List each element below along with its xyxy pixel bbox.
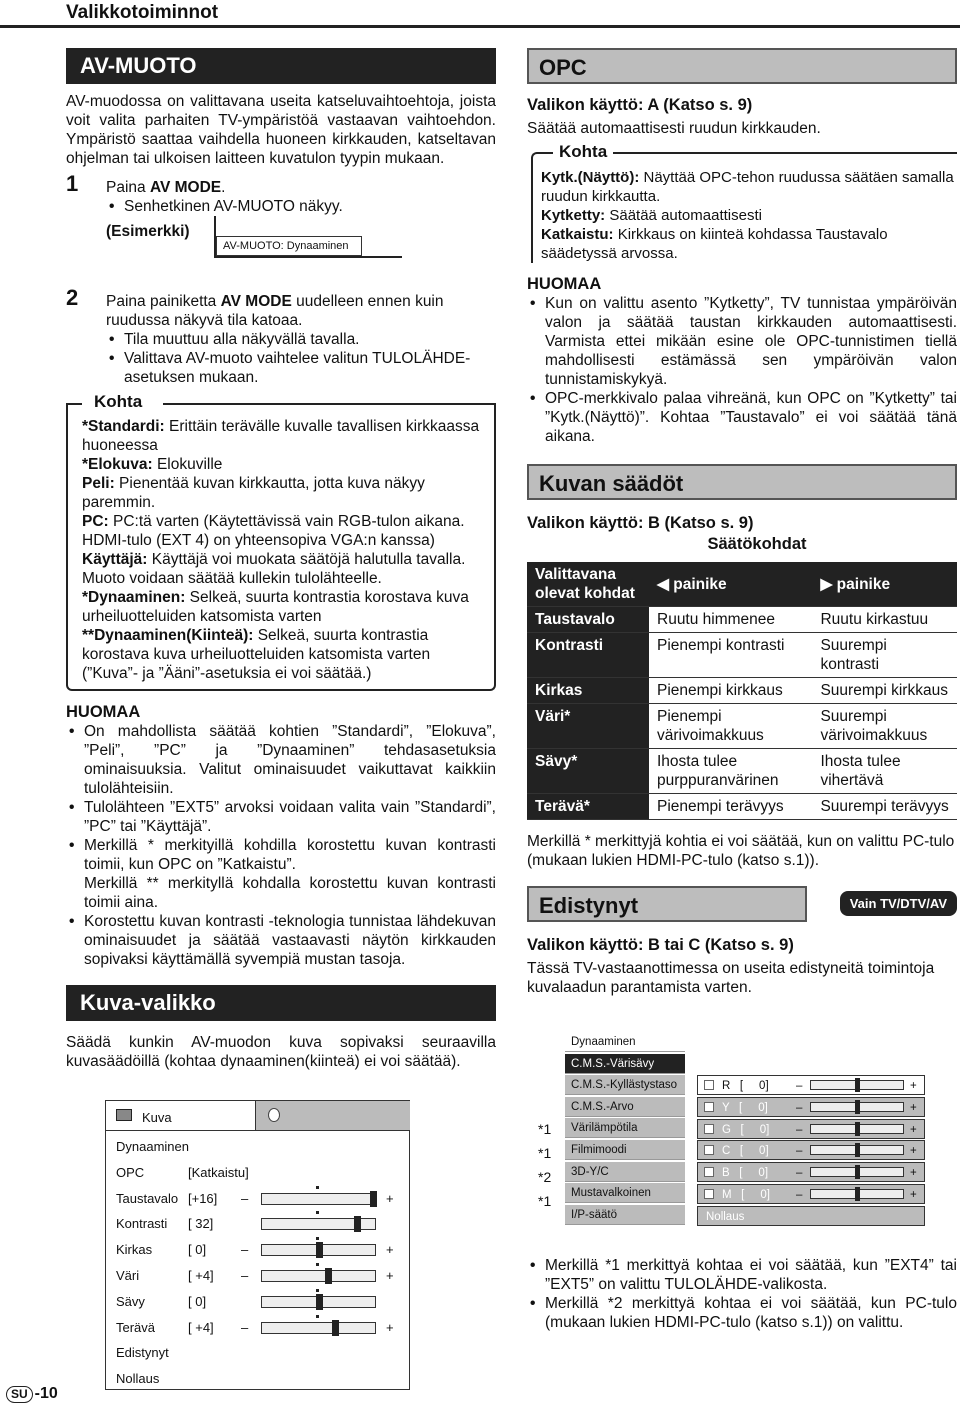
kohta-item (82, 417, 486, 455)
step-bullet: • Senhetkinen AV-MUOTO näkyy. (106, 197, 343, 216)
plus-sign: + (910, 1123, 917, 1136)
opc-item (541, 206, 957, 225)
minus-sign: – (796, 1189, 803, 1201)
menu-row-value: [ +4] (188, 1319, 214, 1335)
step-number: 1 (66, 171, 79, 196)
page-header-title: Valikkotoiminnot (66, 2, 219, 23)
table-row (527, 607, 957, 633)
table-cell: Kirkas (527, 678, 649, 704)
plus-sign: + (910, 1101, 917, 1114)
kohta-value: Käyttäjä voi muokata säätöjä halutulla tavalla. Muoto voidaan säätää kullekin tulolähteelle. (82, 551, 466, 587)
slider-knob (354, 1216, 361, 1232)
kohta-item (82, 455, 486, 474)
footnote-mark: *1 (538, 1193, 552, 1209)
cms-slider (810, 1102, 904, 1112)
opc-value: Säätää automaattisesti (605, 207, 762, 224)
kohta-item (82, 512, 486, 550)
av-muoto-heading: AV-MUOTO (66, 48, 496, 84)
kohta-value: Erittäin terävälle kuvalle tavallisen kirkkaassa huoneessa (82, 418, 480, 454)
kohta-title: Kohta (86, 392, 150, 411)
opc-heading: OPC (527, 48, 957, 84)
saadot-note: Merkillä * merkittyjä kohtia ei voi säätää, kun on valittu PC-tulo (mukaan lukien HDMI-PC-tulo (katso s.1)). (527, 833, 955, 869)
minus-sign: – (796, 1123, 803, 1136)
cms-slider (810, 1145, 904, 1155)
step-text: Paina (106, 179, 150, 196)
left-column (66, 48, 496, 1071)
minus-sign: – (796, 1145, 803, 1158)
cms-row-label: G [ 0] (722, 1123, 770, 1136)
note-title: HUOMAA (66, 703, 141, 721)
step-text-end: . (221, 179, 226, 196)
edist-usage: Valikon käyttö: B tai C (Katso s. 9) (527, 936, 794, 954)
kohta-value: Selkeä, suurta kontrastia korostava kuva urheiluotteluiden katsomista varten (”Kuva”- ja ”Ääni”-asetuksia ei voi säätää.) (82, 627, 431, 682)
edist-desc: Tässä TV-vastaanottimessa on useita edistyneitä toimintoja kuvalaadun parantamista varten. (527, 960, 935, 996)
edist-menu-item[interactable]: 3D-Y/C (565, 1162, 685, 1182)
table-cell: Pienempi kontrasti (649, 633, 812, 678)
cms-slider (810, 1124, 904, 1134)
slider-center-mark (316, 1186, 319, 1189)
kohta-key: *Elokuva: (82, 456, 153, 473)
slider-center-mark (316, 1315, 319, 1318)
opc-key: Kytk.(Näyttö): (541, 169, 640, 186)
table-header-cell: ▶ painike (812, 562, 957, 607)
kohta-value: Elokuville (152, 456, 223, 473)
slider-center-mark (316, 1289, 319, 1292)
saadot-table-title: Säätökohdat (707, 535, 807, 553)
slider-knob (855, 1100, 860, 1114)
plus-sign: + (386, 1190, 394, 1206)
menu-row-label[interactable]: Terävä (116, 1319, 156, 1335)
kohta-item (82, 626, 486, 683)
page-footer (6, 1384, 58, 1403)
cms-row-label: M [ 0] (722, 1189, 770, 1201)
cms-slider (810, 1167, 904, 1177)
table-cell: Ihosta tulee vihertävä (812, 749, 957, 794)
table-row (527, 678, 957, 704)
edist-menu-item[interactable]: Mustavalkoinen (565, 1183, 685, 1203)
table-header-cell: Valittavana olevat kohdat (527, 562, 649, 607)
slider-center-mark (316, 1237, 319, 1240)
menu-row-value: [Katkaistu] (188, 1164, 249, 1180)
opc-kohta-title: Kohta (553, 142, 613, 161)
picture-icon (116, 1109, 132, 1121)
av-mode-key: AV MODE (149, 179, 222, 196)
opc-kohta-box (531, 142, 957, 263)
value-slider[interactable] (261, 1218, 376, 1230)
kohta-box (66, 392, 496, 691)
menu-row-value: [ +4] (188, 1268, 214, 1283)
color-swatch (704, 1102, 714, 1112)
value-slider[interactable] (261, 1296, 376, 1308)
cms-reset-row[interactable]: Nollaus (697, 1206, 925, 1226)
table-cell: Suurempi kontrasti (812, 633, 957, 678)
kohta-key: *Standardi: (82, 418, 165, 435)
step-text: Paina painiketta (106, 293, 221, 310)
kohta-value: PC:tä varten (Käytettävissä vain RGB-tulon aikana. HDMI-tulo (EXT 4) on yhteensopiva VGA:n kanssa) (82, 513, 465, 549)
color-swatch (704, 1080, 714, 1090)
kohta-item (82, 550, 486, 588)
opc-value: Näyttää OPC-tehon ruudussa säätäen samalla ruudun kirkkautta. (541, 169, 954, 205)
table-cell: Sävy* (527, 749, 649, 794)
edist-menu-item[interactable]: C.M.S.-Kyllästystaso (565, 1075, 685, 1095)
speaker-icon (268, 1108, 280, 1122)
table-row (527, 749, 957, 794)
menu-row-label[interactable]: Kontrasti (116, 1216, 168, 1232)
kohta-item (82, 588, 486, 626)
opc-usage: Valikon käyttö: A (Katso s. 9) (527, 96, 753, 114)
plus-sign: + (386, 1268, 394, 1283)
slider-knob (316, 1294, 323, 1310)
opc-note-title: HUOMAA (527, 275, 602, 293)
note-item: • On mahdollista säätää kohtien ”Standardi”, ”Elokuva”, ”Peli”, ”PC” ja ”Dynaaminen” tehdasasetuksia ominaisuuksia. Valitut ominaisuudet vaikuttavat kaikkiin tulolähteisiin. (66, 722, 496, 798)
table-cell: Pienempi terävyys (649, 794, 812, 820)
edist-menu-item[interactable]: Dynaaminen (565, 1032, 685, 1052)
color-swatch (704, 1167, 714, 1177)
kuvan-saadot-heading: Kuvan säädöt (527, 464, 957, 500)
table-cell: Taustavalo (527, 607, 649, 633)
slider-center-mark (316, 1263, 319, 1266)
menu-row-value: [ 32] (188, 1216, 214, 1232)
cms-row[interactable] (697, 1075, 925, 1095)
color-swatch (704, 1124, 714, 1134)
edist-menu-item[interactable]: C.M.S.-Arvo (565, 1097, 685, 1117)
menu-row-label[interactable]: Dynaaminen (116, 1139, 189, 1154)
kohta-key: PC: (82, 513, 109, 530)
menu-row-label[interactable]: OPC (116, 1164, 145, 1180)
input-badge: Vain TV/DTV/AV (840, 891, 957, 916)
edistynyt-heading: Edistynyt (527, 886, 807, 922)
plus-sign: + (386, 1319, 394, 1335)
step-2 (66, 285, 496, 387)
table-cell: Terävä* (527, 794, 649, 820)
saadot-table (527, 562, 957, 820)
table-cell: Ruutu himmenee (649, 607, 812, 633)
footnote-mark: *1 (538, 1145, 552, 1161)
edist-notes (527, 1256, 957, 1332)
edist-menu (565, 1032, 693, 1232)
cms-row-label: C [ 0] (722, 1145, 769, 1158)
kohta-key: *Dynaaminen: (82, 589, 186, 606)
region-badge: SU (6, 1386, 33, 1403)
cms-row[interactable] (697, 1184, 925, 1204)
table-cell: Väri* (527, 704, 649, 749)
menu-row-value: [+16] (188, 1190, 218, 1206)
value-slider[interactable] (261, 1322, 376, 1334)
plus-sign: + (910, 1145, 917, 1158)
right-column (527, 48, 957, 997)
minus-sign: – (796, 1080, 803, 1092)
kohta-key: Käyttäjä: (82, 551, 148, 568)
step-number: 2 (66, 285, 79, 310)
table-cell: Suurempi värivoimakkuus (812, 704, 957, 749)
kohta-item (82, 474, 486, 512)
kuva-menu (105, 1100, 410, 1390)
cms-row-label: R [ 0] (722, 1080, 769, 1092)
kohta-value: Selkeä, suurta kontrastia korostava kuva urheiluotteluiden katsomista varten (82, 589, 469, 625)
note-item: • Korostettu kuvan kontrasti -teknologia tunnistaa lähdekuvan ominaisuudet ja säätää vastaavasti näytön kirkkauden sopivaksi käyttämällä syvempiä mustan tasoja. (66, 912, 496, 969)
av-mode-key: AV MODE (220, 293, 292, 310)
minus-sign: – (241, 1319, 249, 1335)
slider-knob (855, 1165, 860, 1179)
edist-menu-item[interactable]: I/P-säätö (565, 1205, 685, 1225)
opc-value: Kirkkaus on kiinteä kohdassa Taustavalo säädetyssä arvossa. (541, 226, 888, 262)
slider-knob (332, 1320, 339, 1336)
cms-row-label: B [ 0] (722, 1167, 769, 1180)
menu-row-label[interactable]: Kirkas (116, 1242, 153, 1258)
table-header-row (527, 562, 957, 607)
cms-row[interactable] (697, 1162, 925, 1182)
menu-row-label[interactable]: Taustavalo (116, 1190, 179, 1206)
table-cell: Pienempi kirkkaus (649, 678, 812, 704)
edistynyt-header (527, 886, 957, 924)
cms-row[interactable] (697, 1119, 925, 1139)
kohta-value: Pienentää kuvan kirkkautta, jotta kuva näkyy paremmin. (82, 475, 425, 511)
minus-sign: – (241, 1242, 249, 1258)
table-cell: Pienempi värivoimakkuus (649, 704, 812, 749)
cms-row[interactable] (697, 1140, 925, 1160)
edist-menu-item[interactable]: Värilämpötila (565, 1118, 685, 1138)
menu-row-label[interactable]: Nollaus (116, 1371, 160, 1387)
slider-knob (855, 1122, 860, 1136)
footnote-mark: *1 (538, 1121, 552, 1137)
cms-panel (697, 1075, 927, 1225)
color-swatch (704, 1145, 714, 1155)
table-cell: Kontrasti (527, 633, 649, 678)
cms-row-label: Y [ 0] (722, 1101, 768, 1114)
opc-key: Katkaistu: (541, 226, 614, 243)
table-cell: Ruutu kirkastuu (812, 607, 957, 633)
kuva-tab[interactable] (106, 1101, 256, 1131)
cms-slider (810, 1189, 904, 1199)
osd-banner: AV-MUOTO: Dynaaminen (216, 236, 362, 256)
slider-knob (855, 1078, 860, 1092)
minus-sign: – (796, 1167, 803, 1180)
audio-tab[interactable] (256, 1101, 410, 1131)
table-cell: Suurempi terävyys (812, 794, 957, 820)
table-row (527, 704, 957, 749)
slider-knob (855, 1187, 860, 1201)
plus-sign: + (386, 1242, 394, 1258)
step-text-end: uudelleen ennen kuin ruudussa näkyvä tila katoaa. (106, 293, 444, 329)
page-number: -10 (34, 1385, 58, 1402)
slider-knob (316, 1242, 323, 1258)
kohta-key: **Dynaaminen(Kiinteä): (82, 627, 254, 644)
slider-knob (370, 1191, 377, 1207)
note-item: • OPC-merkkivalo palaa vihreänä, kun OPC on ”Kytketty” tai ”Kytk.(Näyttö)”. Kohtaa ”Taustavalo” ei voi säätää tänä aikana. (527, 389, 957, 446)
footnote-mark: *2 (538, 1169, 552, 1185)
opc-key: Kytketty: (541, 207, 606, 224)
example-label: (Esimerkki) (106, 223, 190, 240)
cms-slider (810, 1080, 904, 1090)
slider-knob (855, 1143, 860, 1157)
cms-row[interactable] (697, 1097, 925, 1117)
plus-sign: + (910, 1080, 917, 1092)
edist-menu-item[interactable]: Filmimoodi (565, 1140, 685, 1160)
plus-sign: + (910, 1189, 917, 1201)
kohta-key: Peli: (82, 475, 115, 492)
value-slider[interactable] (261, 1270, 376, 1282)
step-bullet: • Tila muuttuu alla näkyvällä tavalla. (106, 330, 496, 349)
table-header-cell: ◀ painike (649, 562, 812, 607)
menu-row-label[interactable]: Edistynyt (116, 1345, 169, 1361)
menu-row-value: [ 0] (188, 1242, 207, 1258)
kuva-valikko-heading: Kuva-valikko (66, 985, 496, 1021)
note-item: • Tulolähteen ”EXT5” arvoksi voidaan valita vain ”Standardi”, ”PC” tai ”Käyttäjä”. (66, 798, 496, 836)
menu-row-value: [ 0] (188, 1293, 207, 1309)
note-item: • Merkillä *1 merkittyä kohtaa ei voi säätää, kun ”EXT4” tai ”EXT5” on valittu TULOLÄHDE-valikosta. (527, 1256, 957, 1294)
page-header (0, 0, 960, 28)
table-row (527, 794, 957, 820)
minus-sign: – (796, 1101, 803, 1114)
opc-desc: Säätää automaattisesti ruudun kirkkauden. (527, 120, 821, 137)
note-item: • Kun on valittu asento ”Kytketty”, TV tunnistaa ympäröivän valon ja säätää taustan kirkkauden automaattisesti. Varmista ettei mikään esine ole OPC-tunnistimen tiellä mahdollisesti estämässä sen ympäröivän valon tunnistamiskykyä. (527, 294, 957, 389)
osd-example (66, 216, 496, 286)
value-slider[interactable] (261, 1244, 376, 1256)
plus-sign: + (910, 1167, 917, 1180)
table-cell: Suurempi kirkkaus (812, 678, 957, 704)
menu-row-label[interactable]: Sävy (116, 1293, 145, 1309)
value-slider[interactable] (261, 1193, 376, 1205)
note-item: • Merkillä *2 merkittyä kohtaa ei voi säätää, kun PC-tulo (mukaan lukien HDMI-PC-tulo (katso s.1)) on valittu. (527, 1294, 957, 1332)
opc-item (541, 225, 957, 263)
edist-menu-item[interactable]: C.M.S.-Värisävy (565, 1054, 685, 1074)
saadot-usage: Valikon käyttö: B (Katso s. 9) (527, 514, 754, 532)
note-item: • Merkillä * merkityillä kohdilla korostettu kuvan kontrasti toimii, kun OPC on ”Katkaistu”. Merkillä ** merkityllä kohdalla korostettu kuvan kontrasti toimii aina. (66, 836, 496, 912)
step-bullet: • Valittava AV-muoto vaihtelee valitun TULOLÄHDE-asetuksen mukaan. (106, 349, 496, 387)
step-1 (66, 171, 496, 216)
minus-sign: – (241, 1268, 249, 1283)
kuva-intro: Säädä kunkin AV-muodon kuva sopivaksi seuraavilla kuvasäädöillä (kohtaa dynaaminen(kiinteä) ei voi säätää). (66, 1034, 496, 1070)
menu-row-label[interactable]: Väri (116, 1268, 140, 1283)
slider-knob (325, 1268, 332, 1284)
av-intro: AV-muodossa on valittavana useita katseluvaihtoehtoja, joista voit valita parhaiten TV-ympäristöä vastaavan vaihtoehdon. Ympäristö saattaa vaihdella huoneen kirkkauden, katseltavan ohjelman tai ulkoisen laitteen kuvatulon tyypin mukaan. (66, 93, 496, 167)
minus-sign: – (241, 1190, 249, 1206)
color-swatch (704, 1189, 714, 1199)
opc-item (541, 168, 957, 206)
slider-center-mark (316, 1211, 319, 1214)
table-row (527, 633, 957, 678)
kuva-tab-label: Kuva (142, 1110, 172, 1125)
table-cell: Ihosta tulee purppuranvärinen (649, 749, 812, 794)
